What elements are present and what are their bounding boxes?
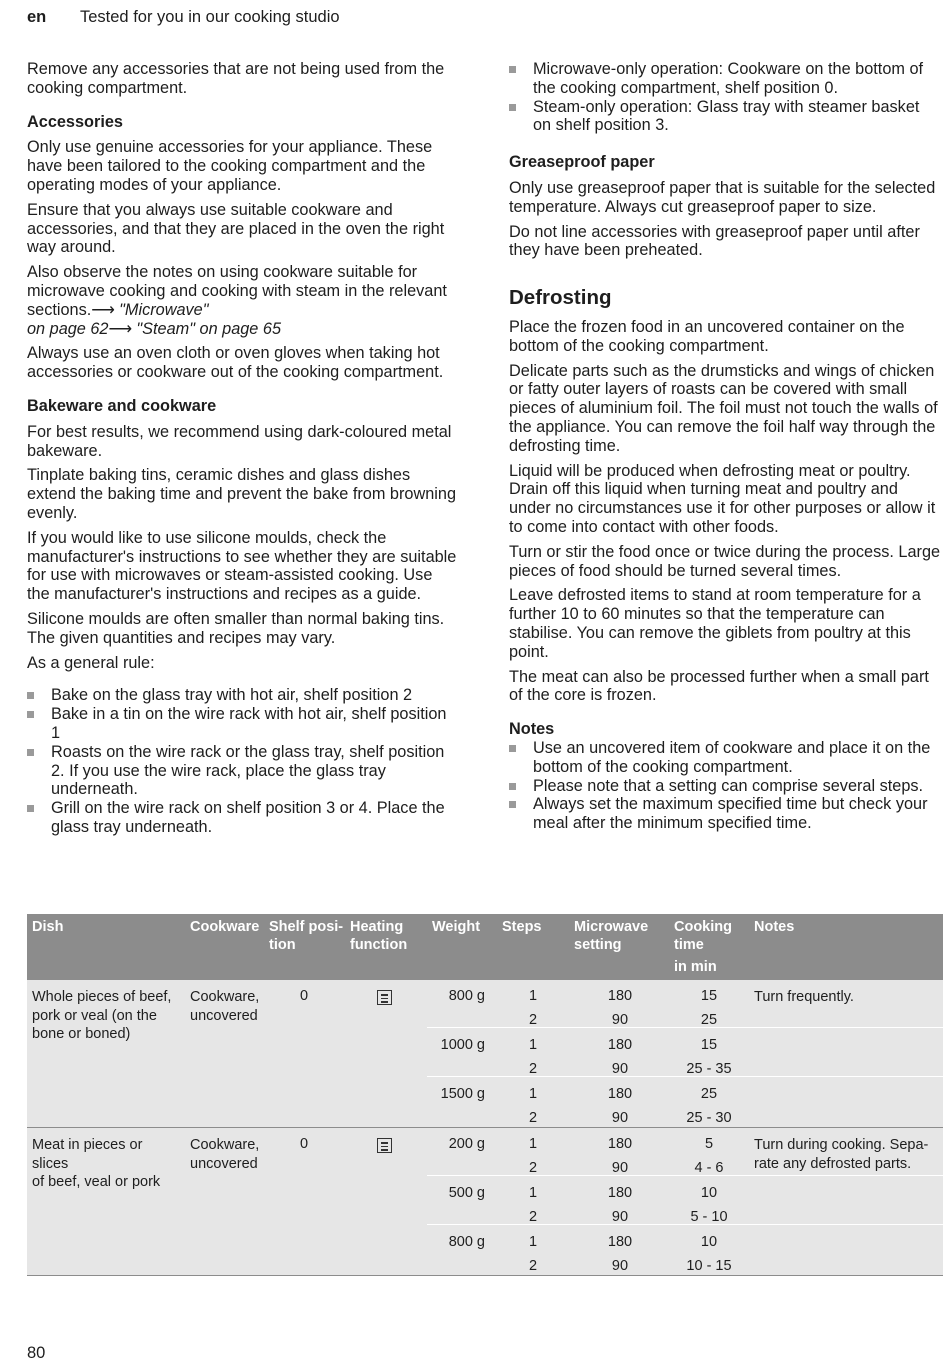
header-shelf-line1: Shelf posi- bbox=[269, 919, 344, 935]
bakeware-paragraph-1: For best results, we recommend using dark-coloured metal bakeware. bbox=[27, 422, 452, 460]
step-cell: 2 bbox=[528, 1110, 538, 1126]
rules-list bbox=[27, 686, 457, 836]
microwave-setting-cell: 90 bbox=[611, 1110, 629, 1126]
defrosting-paragraph-4: Turn or stir the food once or twice during the process. Large pieces of food should be turned several times. bbox=[509, 542, 941, 580]
bullet-icon bbox=[27, 805, 34, 812]
header-dish: Dish bbox=[32, 919, 64, 935]
shelf-cell: 0 bbox=[299, 988, 309, 1004]
list-item bbox=[27, 743, 457, 799]
cookware-line: Cookware, bbox=[190, 1137, 260, 1153]
row-divider bbox=[427, 1224, 943, 1225]
cooking-time-cell: 25 bbox=[700, 1012, 718, 1028]
dish-line: Whole pieces of beef, bbox=[32, 989, 172, 1005]
arrow-icon: ⟶ bbox=[108, 319, 132, 338]
greaseproof-paragraph-1: Only use greaseproof paper that is suitable for the selected temperature. Always cut greaseproof paper to size. bbox=[509, 178, 936, 216]
cooking-time-cell: 10 bbox=[700, 1234, 718, 1250]
microwave-setting-cell: 180 bbox=[607, 1136, 633, 1152]
step-cell: 2 bbox=[528, 1258, 538, 1274]
microwave-setting-cell: 90 bbox=[611, 1209, 629, 1225]
bullet-icon bbox=[509, 783, 516, 790]
dish-line: Meat in pieces or slices bbox=[32, 1137, 143, 1172]
operation-list bbox=[509, 60, 942, 135]
header-microwave-line2: setting bbox=[574, 937, 622, 953]
table-body bbox=[27, 980, 943, 1276]
list-item bbox=[509, 739, 942, 777]
bullet-icon bbox=[27, 749, 34, 756]
accessories-paragraph-3 bbox=[27, 263, 457, 338]
dish-line: bone or boned) bbox=[32, 1026, 131, 1042]
microwave-setting-cell: 90 bbox=[611, 1258, 629, 1274]
notes-cell bbox=[754, 988, 939, 1007]
bakeware-heading: Bakeware and cookware bbox=[27, 396, 217, 415]
row-divider bbox=[427, 1175, 943, 1176]
microwave-page-link[interactable]: on page 62 bbox=[27, 319, 109, 338]
header-heating-line1: Heating bbox=[350, 919, 404, 935]
defrosting-paragraph-6: The meat can also be processed further when a small part of the core is frozen. bbox=[509, 667, 929, 705]
list-item-text: Grill on the wire rack on shelf position 3 or 4. Place the glass tray underneath. bbox=[51, 799, 445, 836]
microwave-setting-cell: 90 bbox=[611, 1012, 629, 1028]
list-item-text: Please note that a setting can comprise several steps. bbox=[533, 776, 924, 795]
header-shelf-line2: tion bbox=[269, 937, 296, 953]
header-shelf bbox=[269, 918, 343, 954]
header-time-line2: time bbox=[674, 937, 704, 953]
microwave-steam-icon bbox=[377, 990, 392, 1005]
weight-cell: 200 g bbox=[448, 1136, 485, 1152]
step-cell: 1 bbox=[528, 1234, 538, 1250]
cooking-time-cell: 25 - 35 bbox=[686, 1061, 732, 1077]
cooking-time-cell: 25 - 30 bbox=[686, 1110, 732, 1126]
microwave-link[interactable]: "Microwave" bbox=[119, 300, 209, 319]
cookware-cell bbox=[190, 1136, 268, 1173]
notes-line: Turn during cooking. Sepa- bbox=[754, 1137, 929, 1153]
list-item-text: Bake in a tin on the wire rack with hot air, shelf position 1 bbox=[51, 705, 447, 742]
weight-cell: 800 g bbox=[448, 1234, 485, 1250]
page-number: 80 bbox=[27, 1344, 46, 1362]
header-notes: Notes bbox=[754, 919, 795, 935]
shelf-cell: 0 bbox=[299, 1136, 309, 1152]
step-cell: 2 bbox=[528, 1160, 538, 1176]
bullet-icon bbox=[509, 104, 516, 111]
step-cell: 1 bbox=[528, 988, 538, 1004]
row-divider bbox=[427, 1027, 943, 1028]
header-steps: Steps bbox=[502, 919, 542, 935]
greaseproof-heading: Greaseproof paper bbox=[509, 153, 655, 172]
defrosting-paragraph-3: Liquid will be produced when defrosting meat or poultry. Drain off this liquid when turning meat and poultry and under no circumstances use it for other purposes or allow it to come into contact with other foods. bbox=[509, 461, 936, 536]
list-item-text: Always set the maximum specified time but check your meal after the minimum specified time. bbox=[533, 795, 928, 833]
cooking-time-cell: 5 - 10 bbox=[690, 1209, 728, 1225]
accessories-paragraph-3-text: Also observe the notes on using cookware suitable for microwave cooking and cooking with steam in the relevant sections. bbox=[27, 263, 447, 319]
microwave-setting-cell: 180 bbox=[607, 1234, 633, 1250]
right-column bbox=[509, 60, 942, 833]
list-item bbox=[27, 799, 457, 837]
bullet-icon bbox=[509, 745, 516, 752]
table-header bbox=[27, 914, 943, 980]
weight-cell: 500 g bbox=[448, 1185, 485, 1201]
list-item-text: Use an uncovered item of cookware and place it on the bottom of the cooking compartment. bbox=[533, 738, 931, 776]
notes-list bbox=[509, 739, 942, 833]
list-item bbox=[509, 60, 942, 98]
header-heating-line2: function bbox=[350, 937, 408, 953]
dish-line: of beef, veal or pork bbox=[32, 1174, 161, 1190]
dish-cell bbox=[32, 988, 182, 1044]
list-item bbox=[27, 686, 457, 705]
list-item bbox=[509, 98, 942, 136]
defrosting-heading: Defrosting bbox=[509, 286, 612, 310]
cooking-time-cell: 5 bbox=[704, 1136, 714, 1152]
cooking-time-cell: 15 bbox=[700, 1037, 718, 1053]
defrosting-table bbox=[27, 914, 943, 1276]
notes-line: rate any defrosted parts. bbox=[754, 1155, 912, 1172]
language-code: en bbox=[27, 8, 47, 26]
microwave-setting-cell: 180 bbox=[607, 1185, 633, 1201]
greaseproof-paragraph-2: Do not line accessories with greaseproof paper until after they have been preheated. bbox=[509, 222, 920, 260]
bakeware-paragraph-3: If you would like to use silicone moulds, check the manufacturer's instructions to see whether they are suitable for use with microwaves or steam-assisted cooking. Use the manufacturer's instructions and recipes as a guide. bbox=[27, 528, 457, 604]
cookware-line: uncovered bbox=[190, 1007, 258, 1024]
defrosting-paragraph-2: Delicate parts such as the drumsticks and wings of chicken or fatty outer layers of roasts can be covered with small pieces of aluminium foil. The foil must not touch the walls of the appliance. You can remove the foil half way through the defrosting time. bbox=[509, 361, 938, 455]
left-column bbox=[27, 60, 457, 837]
accessories-heading: Accessories bbox=[27, 112, 123, 131]
arrow-icon: ⟶ bbox=[91, 300, 115, 319]
list-item bbox=[509, 795, 942, 833]
header-microwave-line1: Microwave bbox=[574, 919, 649, 935]
list-item bbox=[509, 777, 942, 796]
defrosting-paragraph-1: Place the frozen food in an uncovered container on the bottom of the cooking compartment. bbox=[509, 317, 905, 355]
step-cell: 1 bbox=[528, 1037, 538, 1053]
step-cell: 1 bbox=[528, 1086, 538, 1102]
notes-heading: Notes bbox=[509, 720, 555, 739]
step-cell: 1 bbox=[528, 1136, 538, 1152]
dish-line: pork or veal (on the bbox=[32, 1007, 157, 1024]
row-divider bbox=[427, 1076, 943, 1077]
accessories-paragraph-1: Only use genuine accessories for your appliance. These have been tailored to the cooking compartment and the operating modes of your appliance. bbox=[27, 138, 433, 194]
header-time-line1: Cooking bbox=[674, 919, 732, 935]
list-item-text: Bake on the glass tray with hot air, shelf position 2 bbox=[51, 686, 413, 705]
accessories-paragraph-4: Always use an oven cloth or oven gloves when taking hot accessories or cookware out of the cooking compartment. bbox=[27, 344, 444, 382]
bakeware-paragraph-5: As a general rule: bbox=[27, 653, 155, 672]
cooking-time-cell: 4 - 6 bbox=[694, 1160, 724, 1176]
bullet-icon bbox=[509, 801, 516, 808]
notes-line: Turn frequently. bbox=[754, 989, 854, 1005]
page-header bbox=[27, 8, 927, 28]
header-heating bbox=[350, 918, 407, 954]
bullet-icon bbox=[27, 711, 34, 718]
bakeware-paragraph-4: Silicone moulds are often smaller than normal baking tins. The given quantities and recipes may vary. bbox=[27, 609, 445, 647]
step-cell: 2 bbox=[528, 1209, 538, 1225]
list-item-text: Roasts on the wire rack or the glass tray, shelf position 2. If you use the wire rack, place the glass tray underneath. bbox=[51, 742, 445, 799]
microwave-setting-cell: 90 bbox=[611, 1160, 629, 1176]
step-cell: 1 bbox=[528, 1185, 538, 1201]
steam-link[interactable]: "Steam" on page 65 bbox=[136, 319, 281, 338]
list-item-text: Steam-only operation: Glass tray with steamer basket on shelf position 3. bbox=[533, 97, 920, 135]
table-row-group bbox=[27, 980, 943, 1128]
cookware-line: uncovered bbox=[190, 1155, 258, 1172]
header-time bbox=[674, 918, 732, 954]
cookware-cell bbox=[190, 988, 268, 1025]
table-row-group bbox=[27, 1128, 943, 1276]
step-cell: 2 bbox=[528, 1061, 538, 1077]
header-time-unit: in min bbox=[674, 959, 717, 975]
bullet-icon bbox=[509, 66, 516, 73]
cooking-time-cell: 10 bbox=[700, 1185, 718, 1201]
cooking-time-cell: 25 bbox=[700, 1086, 718, 1102]
microwave-setting-cell: 180 bbox=[607, 1037, 633, 1053]
cookware-line: Cookware, bbox=[190, 989, 260, 1005]
header-weight: Weight bbox=[432, 919, 481, 935]
defrosting-paragraph-5: Leave defrosted items to stand at room temperature for a further 10 to 60 minutes so that the temperature can stabilise. You can remove the giblets from poultry at this point. bbox=[509, 586, 921, 661]
dish-cell bbox=[32, 1136, 182, 1192]
header-cookware: Cookware bbox=[190, 919, 260, 935]
list-item bbox=[27, 705, 457, 743]
section-title: Tested for you in our cooking studio bbox=[80, 8, 340, 26]
microwave-setting-cell: 180 bbox=[607, 1086, 633, 1102]
step-cell: 2 bbox=[528, 1012, 538, 1028]
intro-paragraph: Remove any accessories that are not being used from the cooking compartment. bbox=[27, 60, 445, 97]
weight-cell: 1000 g bbox=[440, 1037, 485, 1053]
accessories-paragraph-2: Ensure that you always use suitable cookware and accessories, and that they are placed in the oven the right way around. bbox=[27, 200, 445, 257]
weight-cell: 800 g bbox=[448, 988, 485, 1004]
cooking-time-cell: 15 bbox=[700, 988, 718, 1004]
header-microwave bbox=[574, 918, 648, 954]
microwave-setting-cell: 180 bbox=[607, 988, 633, 1004]
microwave-setting-cell: 90 bbox=[611, 1061, 629, 1077]
list-item-text: Microwave-only operation: Cookware on the bottom of the cooking compartment, shelf position 0. bbox=[533, 60, 924, 97]
weight-cell: 1500 g bbox=[440, 1086, 485, 1102]
notes-cell bbox=[754, 1136, 939, 1173]
microwave-steam-icon bbox=[377, 1138, 392, 1153]
cooking-time-cell: 10 - 15 bbox=[686, 1258, 732, 1274]
bullet-icon bbox=[27, 692, 34, 699]
bakeware-paragraph-2: Tinplate baking tins, ceramic dishes and glass dishes extend the baking time and prevent the bake from browning evenly. bbox=[27, 466, 457, 522]
